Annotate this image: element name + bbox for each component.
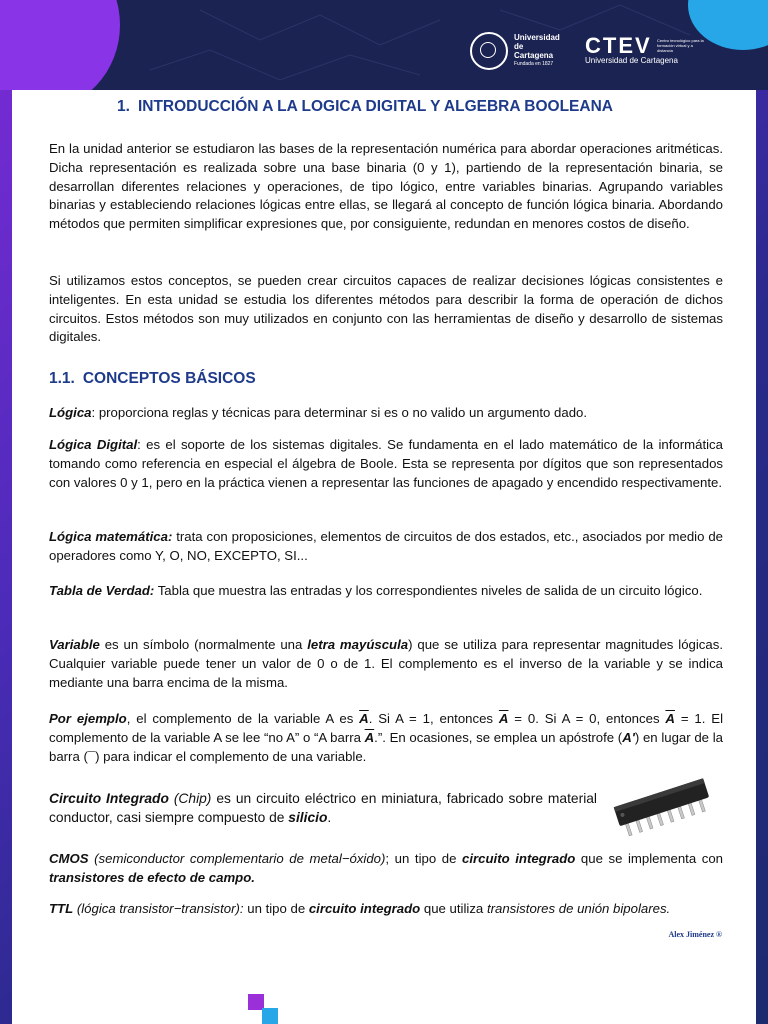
definition-logica-digital: [49, 436, 723, 492]
definition-text: ) que se utiliza para representar magnitudes lógicas. Cualquier variable puede tener un valor de 0 o de 1. El complemento es el inverso de la variable y se indica mediante una barra encima de la misma.: [49, 637, 723, 690]
ctev-university-name: Universidad de Cartagena: [585, 56, 678, 65]
intro-paragraph-1: En la unidad anterior se estudiaron las bases de la representación numérica para abordar operaciones aritméticas. Dicha representación es realizada sobre una base binaria (0 y 1), partiendo de la representación binaria, se desarrollan diferentes relaciones y operaciones, de tipo lógico, entre variables binarias. Agrupando variables binarias y estableciendo relaciones lógicas entre ellas, se llegará al concepto de función lógica binaria. Abordando métodos que permiten simplificar expresiones que, por consiguiente, redundan en menores costos de diseño.: [49, 141, 723, 232]
example-text: .”. En ocasiones, se emplea un apóstrofe (: [374, 729, 623, 745]
integrated-circuit-chip-icon: [608, 772, 718, 842]
emphasis-letra-mayuscula: letra mayúscula: [307, 637, 409, 652]
page-header: [0, 0, 768, 90]
university-name: Universidad de Cartagena: [514, 33, 560, 60]
definition-logica-matematica: [49, 528, 723, 566]
cmos-expansion: (semiconductor complementario de metal−óxido): [88, 851, 386, 866]
term-por-ejemplo: Por ejemplo: [49, 711, 127, 726]
a-bar-symbol: $\overline{A}$: [359, 711, 369, 726]
emphasis-circuito-integrado: circuito integrado: [308, 901, 421, 916]
emphasis-circuito-integrado: circuito integrado: [462, 851, 576, 866]
definition-cmos: [49, 850, 723, 888]
term-tabla-verdad: Tabla de Verdad:: [49, 583, 155, 598]
example-text: = 0. Si A = 0, entonces: [508, 711, 666, 726]
term-variable: Variable: [49, 637, 100, 652]
example-text: ) en lugar de la barra (¯) para indicar el complemento de una variable.: [49, 729, 723, 764]
definition-text: ; un tipo de: [385, 851, 463, 866]
author-signature: Alex Jiménez ®: [668, 930, 722, 939]
term-logica-digital: Lógica Digital: [49, 437, 138, 452]
chip-label: (Chip): [168, 791, 212, 806]
a-bar-symbol: $\overline{A}$: [665, 711, 675, 726]
a-bar-symbol: $\overline{A}$: [498, 711, 509, 726]
ctev-tagline: Centro tecnológico para la formación virtual y a distancia: [657, 38, 704, 53]
definition-text: trata con proposiciones, elementos de circuitos de dos estados, etc., asociados por medio de operadores como Y, O, NO, EXCEPTO, SI...: [49, 529, 723, 563]
definition-variable: [49, 636, 723, 692]
university-logo: [470, 32, 564, 70]
definition-text: es un símbolo (normalmente una: [99, 637, 308, 652]
ctev-logo-text: CTEV: [585, 33, 652, 58]
a-bar-symbol: $\overline{A}$: [364, 729, 375, 745]
emphasis-transistores-efecto-campo: transistores de efecto de campo.: [49, 869, 255, 885]
university-seal-icon: [470, 32, 508, 70]
emphasis-transistores-union-bipolares: transistores de unión bipolares.: [486, 901, 671, 916]
term-logica: Lógica: [49, 405, 92, 420]
definition-text: : proporciona reglas y técnicas para determinar si es o no valido un argumento dado.: [91, 405, 588, 420]
definition-circuito-integrado: [49, 790, 597, 828]
title-text: INTRODUCCIÓN A LA LOGICA DIGITAL Y ALGEBRA BOOLEANA: [137, 98, 613, 115]
page-title: [117, 98, 613, 116]
ctev-logo: [585, 33, 704, 66]
title-number: 1.: [117, 98, 130, 115]
emphasis-silicio: silicio: [288, 809, 328, 825]
ttl-expansion: (lógica transistor−transistor):: [73, 901, 244, 916]
example-text: , el complemento de la variable A es: [126, 711, 360, 726]
definition-text: .: [327, 809, 332, 825]
definition-text: que se implementa con: [575, 851, 724, 866]
definition-tabla-verdad: [49, 582, 723, 601]
footer-decoration-blue: [262, 1008, 278, 1024]
example-text: = 1. El complemento de la variable A se lee “no A” o “A barra: [49, 711, 723, 745]
section-number: 1.1.: [49, 370, 75, 387]
term-circuito-integrado: Circuito Integrado: [49, 791, 169, 806]
definition-ttl: [49, 900, 723, 919]
term-cmos: CMOS: [49, 851, 89, 866]
definition-text: es un circuito eléctrico en miniatura, fabricado sobre material conductor, casi siempre compuesto de: [49, 791, 597, 825]
term-logica-matematica: Lógica matemática:: [49, 529, 173, 544]
definition-logica: [49, 404, 723, 423]
example-text: . Si A = 1, entonces: [368, 711, 499, 726]
section-title: CONCEPTOS BÁSICOS: [82, 370, 256, 387]
definition-text: que utiliza: [420, 901, 487, 916]
term-ttl: TTL: [49, 901, 74, 916]
definition-text: un tipo de: [243, 901, 309, 916]
intro-paragraph-2: Si utilizamos estos conceptos, se pueden crear circuitos capaces de realizar decisiones lógicas consistentes e inteligentes. En esta unidad se estudia los diferentes métodos para describir la forma de operación de dichos circuitos. Estos métodos son muy utilizados en conjunto con las herramientas de diseño y desarrollo de sistemas digitales.: [49, 273, 723, 345]
section-heading: [49, 370, 256, 388]
definition-text: : es el soporte de los sistemas digitales. Se fundamenta en el lado matemático de la informática tomando como referencia en especial el álgebra de Boole. Esta se representa por dígitos que son representados con valores 0 y 1, pero en la práctica vienen a representar las funciones de apagado y encendido respectivamente.: [49, 437, 723, 490]
example-paragraph: [49, 710, 723, 766]
definition-text: Tabla que muestra las entradas y los correspondientes niveles de salida de un circuito lógico.: [154, 583, 703, 598]
university-founded: Fundada en 1827: [514, 61, 554, 67]
a-apostrophe-symbol: A': [622, 729, 635, 745]
document-page: [12, 90, 756, 1024]
